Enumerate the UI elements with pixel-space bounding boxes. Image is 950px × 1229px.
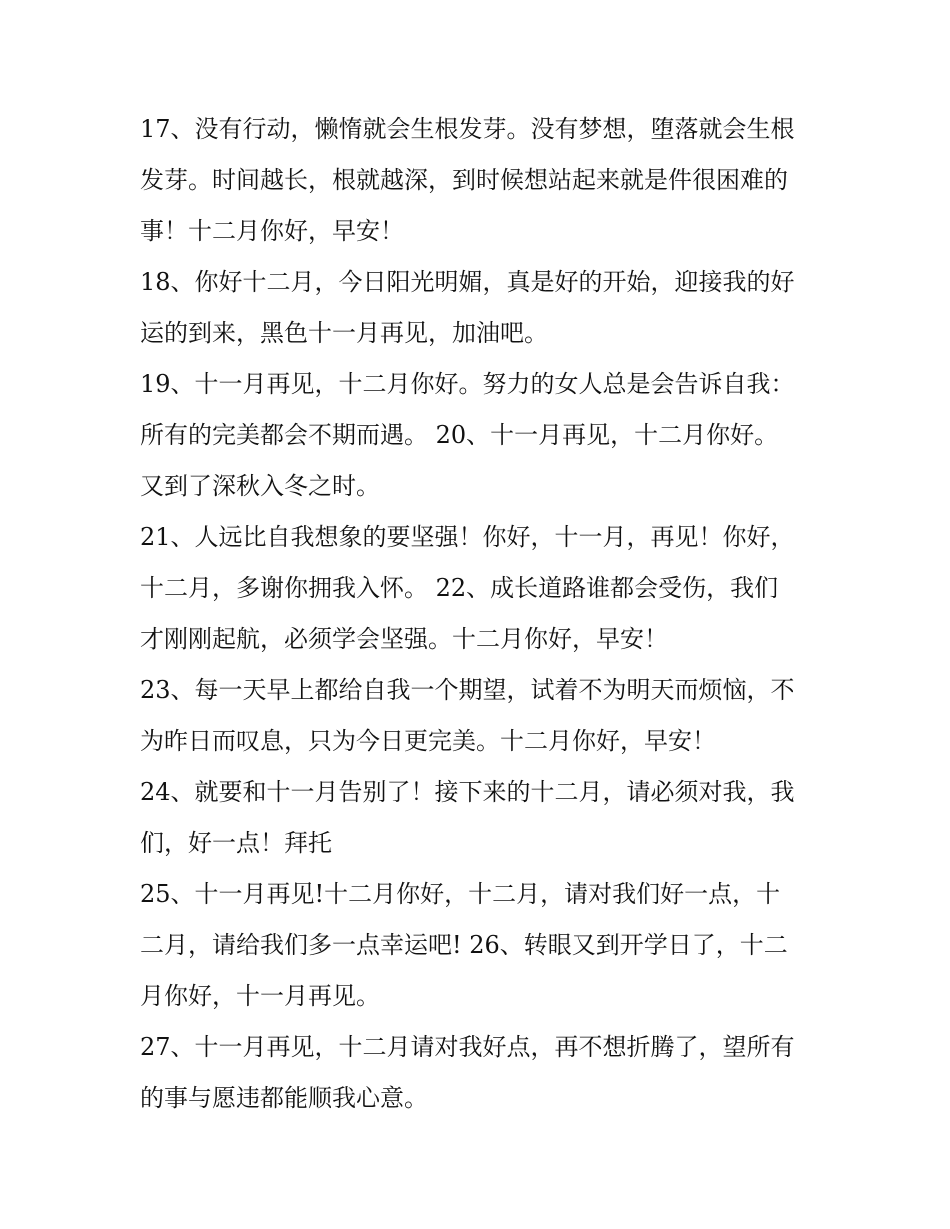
text-line: 所有的完美都会不期而遇。 20、十一月再见，十二月你好。 [140, 421, 779, 449]
text-line: 月你好，十一月再见。 [140, 982, 380, 1010]
text-line: 们，好一点！拜托 [140, 829, 332, 857]
text-line: 25、十一月再见!十二月你好，十二月，请对我们好一点，十 [140, 880, 781, 908]
text-line: 19、十一月再见，十二月你好。努力的女人总是会告诉自我： [140, 370, 795, 398]
text-line: 才刚刚起航，必须学会坚强。十二月你好，早安！ [140, 625, 668, 653]
text-line: 17、没有行动，懒惰就会生根发芽。没有梦想，堕落就会生根 [140, 115, 795, 143]
text-line: 21、人远比自我想象的要坚强！你好，十一月，再见！你好， [140, 523, 795, 551]
text-line: 18、你好十二月，今日阳光明媚，真是好的开始，迎接我的好 [140, 268, 795, 296]
text-line: 二月，请给我们多一点幸运吧! 26、转眼又到开学日了，十二 [140, 931, 788, 959]
text-line: 为昨日而叹息，只为今日更完美。十二月你好，早安！ [140, 727, 716, 755]
text-line: 27、十一月再见，十二月请对我好点，再不想折腾了，望所有 [140, 1033, 795, 1061]
text-line: 24、就要和十一月告别了！接下来的十二月，请必须对我，我 [140, 778, 795, 806]
text-line: 十二月，多谢你拥我入怀。 22、成长道路谁都会受伤，我们 [140, 574, 779, 602]
text-line: 运的到来，黑色十一月再见，加油吧。 [140, 319, 548, 347]
text-line: 的事与愿违都能顺我心意。 [140, 1084, 428, 1112]
text-line: 又到了深秋入冬之时。 [140, 472, 380, 500]
document-body [140, 104, 820, 1124]
text-line: 23、每一天早上都给自我一个期望，试着不为明天而烦恼，不 [140, 676, 795, 704]
text-line: 发芽。时间越长，根就越深，到时候想站起来就是件很困难的 [140, 166, 788, 194]
text-line: 事！十二月你好，早安！ [140, 217, 404, 245]
